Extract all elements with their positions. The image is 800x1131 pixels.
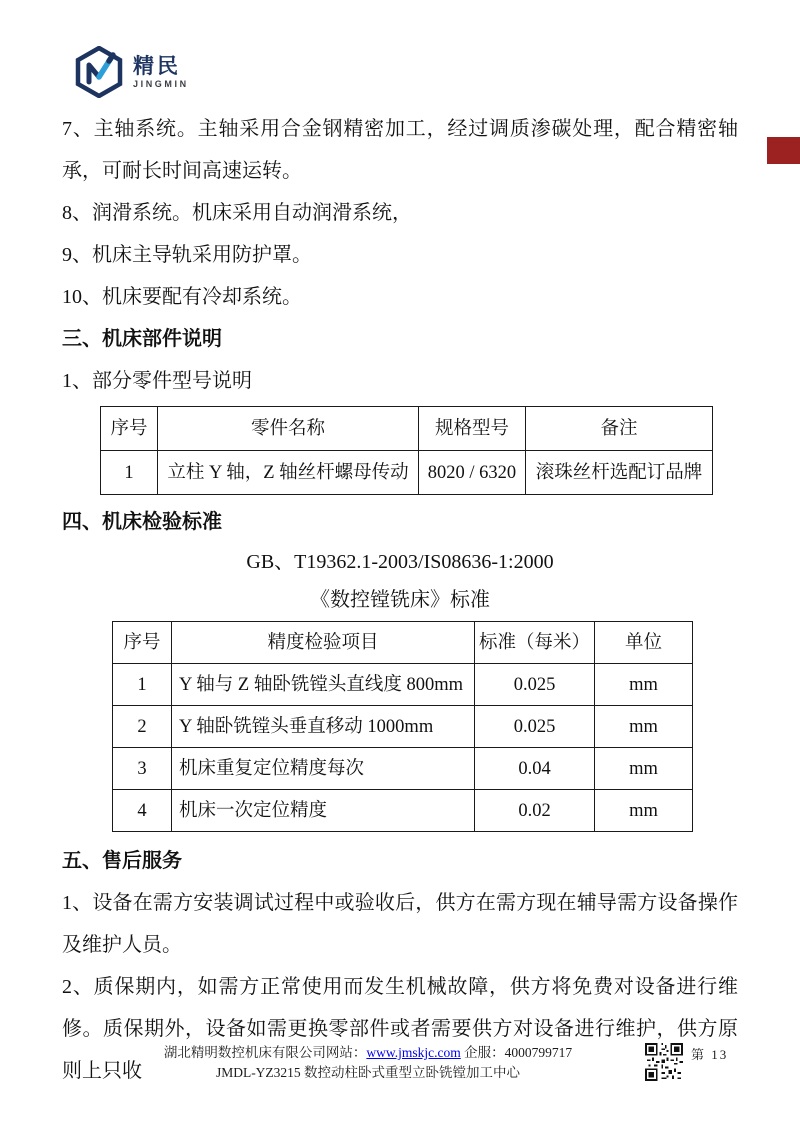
- service-paragraph-1: 1、设备在需方安装调试过程中或验收后，供方在需方现在辅导需方设备操作及维护人员。: [62, 892, 738, 956]
- section-heading-inspection: 四、机床检验标准: [62, 511, 222, 533]
- cell-item: 机床一次定位精度: [172, 790, 475, 832]
- footer-service-phone: 4000799717: [504, 1045, 573, 1060]
- table-header-row: [113, 622, 693, 664]
- cell-unit: mm: [595, 706, 693, 748]
- company-logo: [74, 46, 800, 98]
- cell-standard: 0.04: [475, 748, 595, 790]
- cell-unit: mm: [595, 790, 693, 832]
- col-header: 备注: [526, 407, 713, 451]
- cell-model: 8020 / 6320: [419, 451, 526, 495]
- page-header: [0, 0, 800, 96]
- page-footer: [0, 1043, 800, 1085]
- cell-unit: mm: [595, 664, 693, 706]
- service-paragraph-2: 2、质保期内，如需方正常使用而发生机械故障，供方将免费对设备进行维修。质保期外，设备如需更换零部件或者需要供方对设备进行维护，供方原则上只收: [62, 976, 738, 1082]
- col-header: 序号: [113, 622, 172, 664]
- paragraph-8: 8、润滑系统。机床采用自动润滑系统，: [62, 202, 412, 224]
- table-header-row: [101, 407, 713, 451]
- brand-name-en: JINGMIN: [133, 78, 189, 89]
- table-row: [113, 790, 693, 832]
- col-header: 标准（每米）: [475, 622, 595, 664]
- col-header: 零件名称: [158, 407, 419, 451]
- document-body: [0, 96, 800, 1092]
- footer-model-line: JMDL-YZ3215 数控动柱卧式重型立卧铣镗加工中心: [215, 1065, 521, 1080]
- cell-seq: 4: [113, 790, 172, 832]
- parts-subheading: 1、部分零件型号说明: [62, 370, 252, 392]
- paragraph-7: 7、主轴系统。主轴采用合金钢精密加工，经过调质渗碳处理，配合精密轴承，可耐长时间高速运转。: [62, 118, 738, 182]
- parts-table: [100, 406, 713, 495]
- footer-service-label: 企服：: [464, 1045, 505, 1060]
- red-edge-mark: [767, 137, 800, 164]
- standard-name-line: 《数控镗铣床》标准: [310, 589, 490, 611]
- cell-unit: mm: [595, 748, 693, 790]
- qr-code: [645, 1043, 683, 1081]
- footer-company-line: [96, 1043, 640, 1063]
- footer-company-prefix: 湖北精明数控机床有限公司网站：: [163, 1045, 367, 1060]
- cell-seq: 1: [101, 451, 158, 495]
- cell-note: 滚珠丝杆选配订品牌: [526, 451, 713, 495]
- cell-standard: 0.02: [475, 790, 595, 832]
- paragraph-10: 10、机床要配有冷却系统。: [62, 286, 302, 308]
- section-heading-parts: 三、机床部件说明: [62, 328, 222, 350]
- section-heading-service: 五、售后服务: [62, 850, 182, 872]
- cell-part-name: 立柱 Y 轴，Z 轴丝杆螺母传动: [158, 451, 419, 495]
- page-number: 第 13: [691, 1047, 729, 1062]
- cell-item: 机床重复定位精度每次: [172, 748, 475, 790]
- cell-standard: 0.025: [475, 706, 595, 748]
- cell-seq: 2: [113, 706, 172, 748]
- paragraph-9: 9、机床主导轨采用防护罩。: [62, 244, 312, 266]
- cell-item: Y 轴与 Z 轴卧铣镗头直线度 800mm: [172, 664, 475, 706]
- cell-seq: 3: [113, 748, 172, 790]
- table-row: [113, 664, 693, 706]
- inspection-table: [112, 621, 693, 832]
- col-header: 单位: [595, 622, 693, 664]
- col-header: 序号: [101, 407, 158, 451]
- col-header: 精度检验项目: [172, 622, 475, 664]
- logo-hexagon-icon: [74, 46, 124, 98]
- brand-name-cn: 精民: [133, 54, 181, 78]
- table-row: [113, 748, 693, 790]
- cell-item: Y 轴卧铣镗头垂直移动 1000mm: [172, 706, 475, 748]
- cell-seq: 1: [113, 664, 172, 706]
- table-row: [113, 706, 693, 748]
- col-header: 规格型号: [419, 407, 526, 451]
- website-link[interactable]: www.jmskjc.com: [366, 1045, 461, 1060]
- table-row: [101, 451, 713, 495]
- cell-standard: 0.025: [475, 664, 595, 706]
- standard-code-line: GB、T19362.1-2003/IS08636-1:2000: [246, 551, 554, 573]
